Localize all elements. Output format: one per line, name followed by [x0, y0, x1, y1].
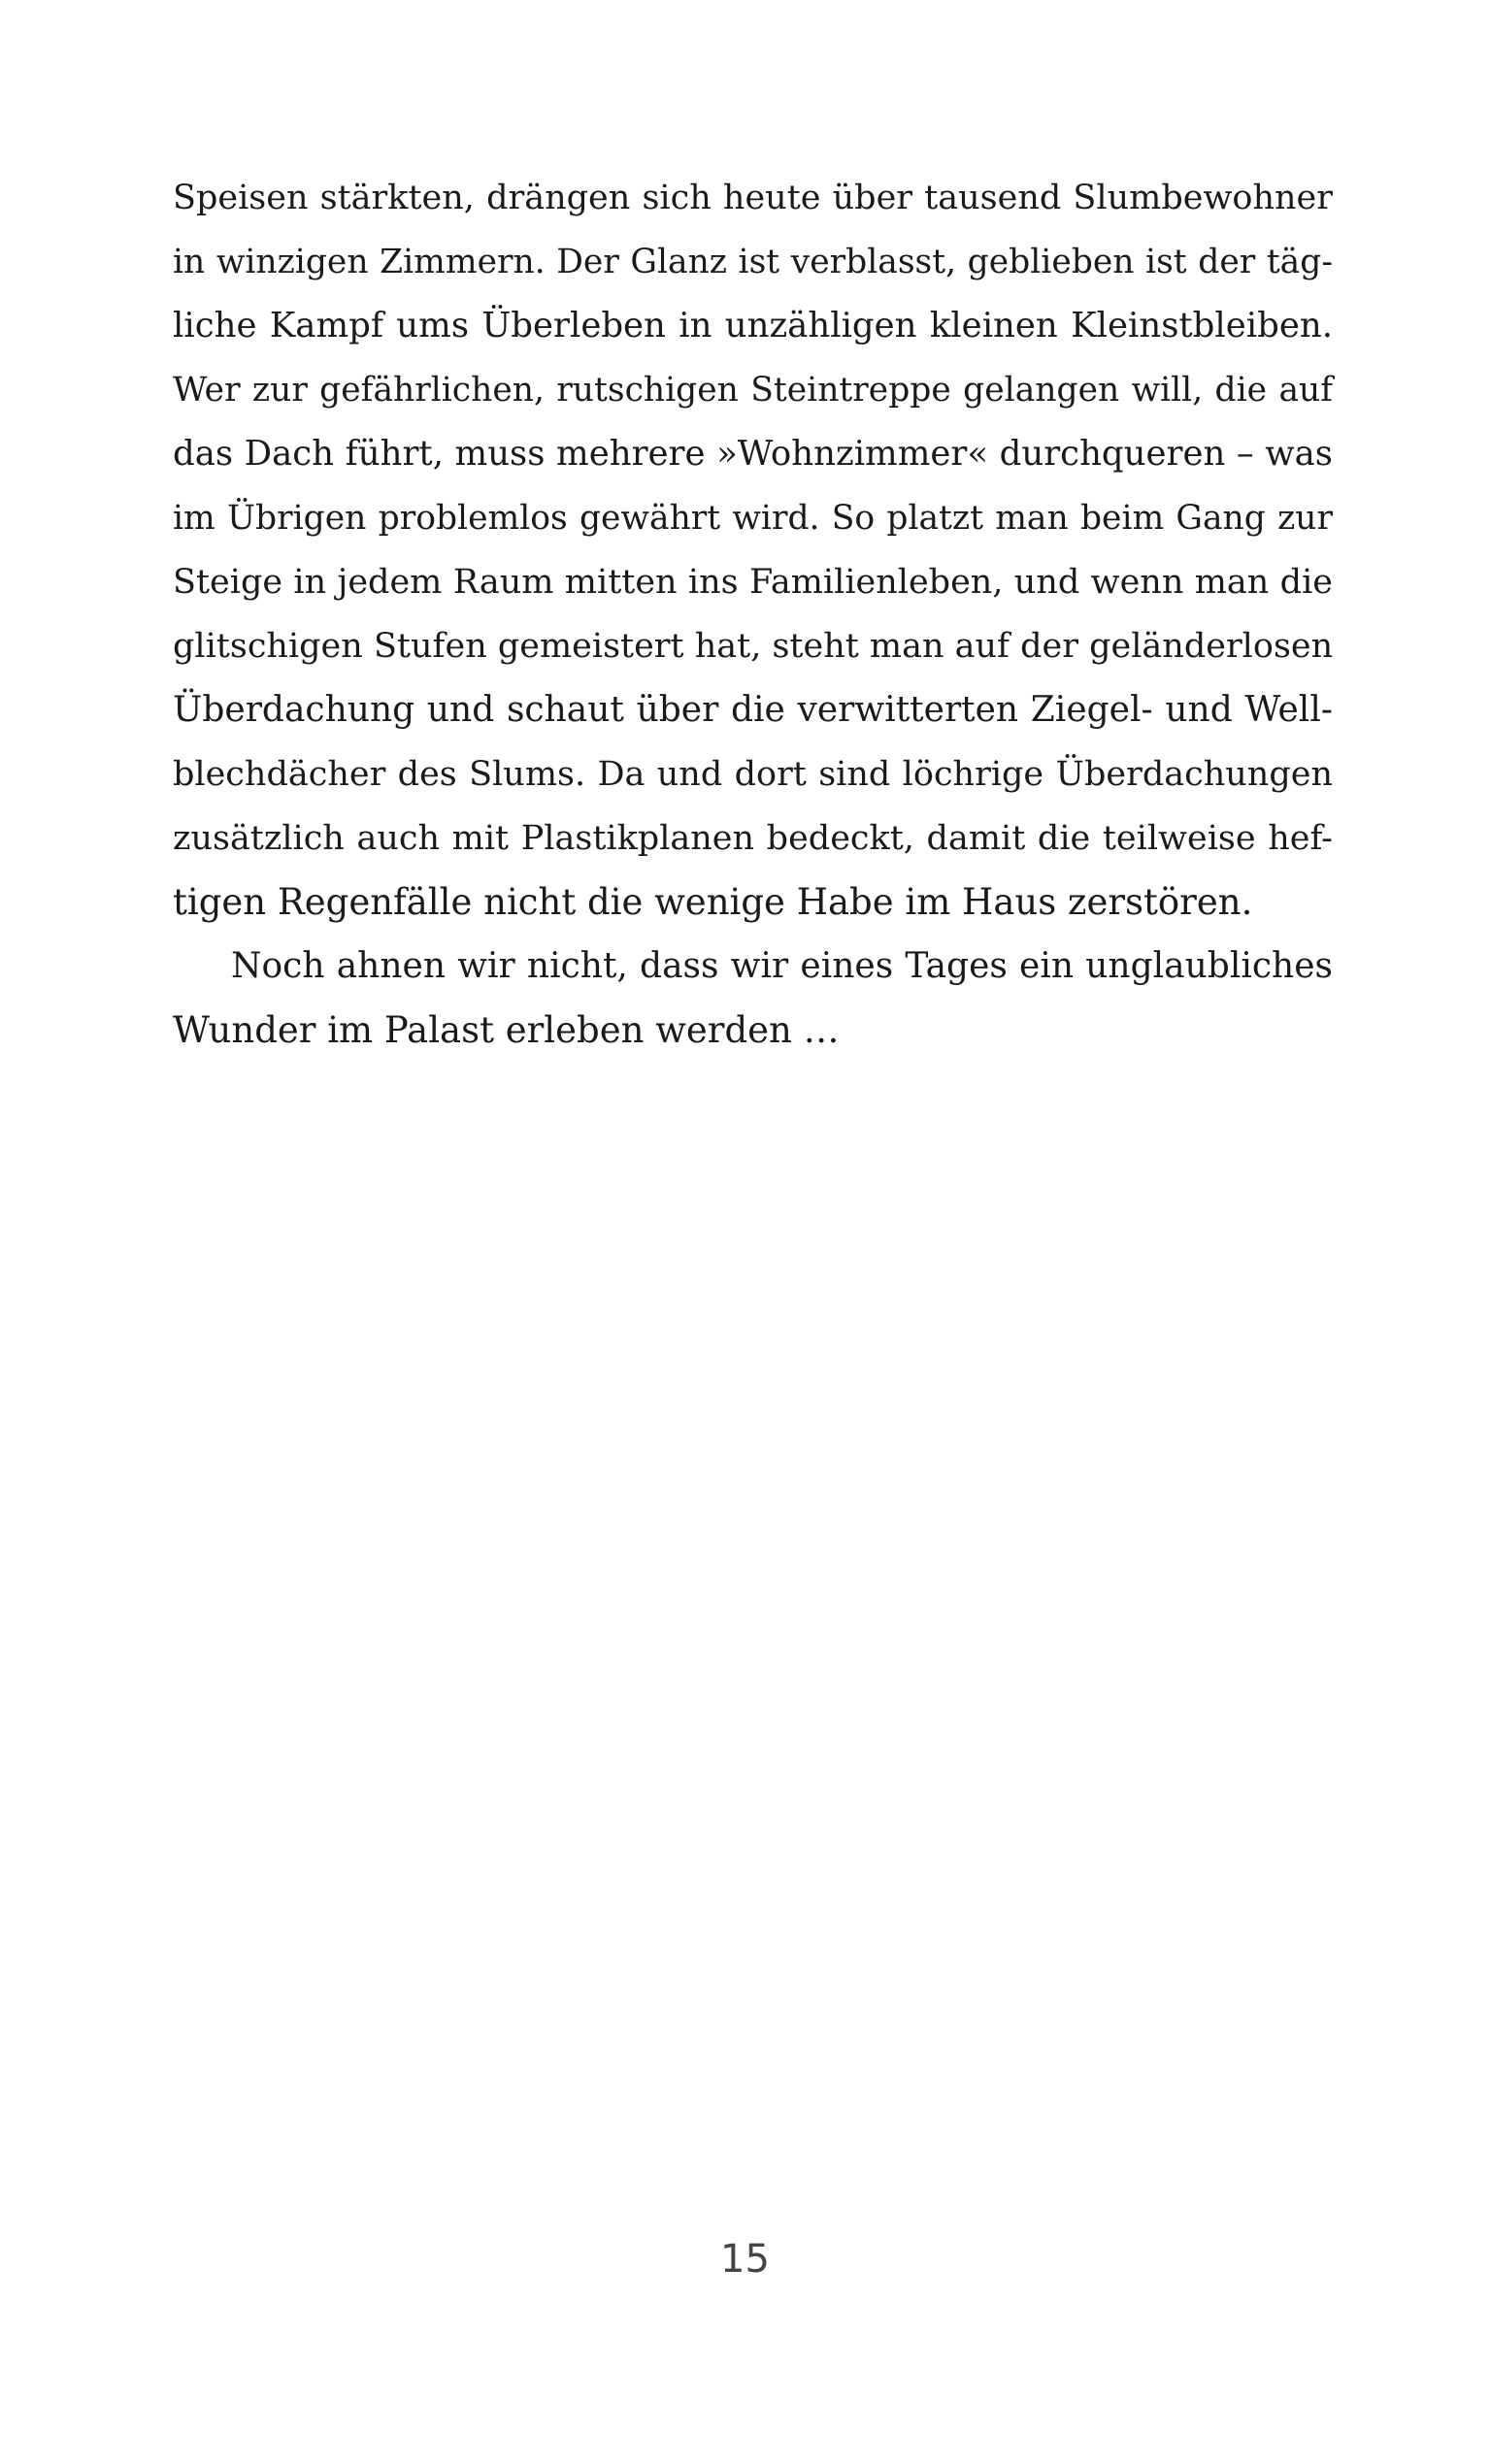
text-line: das Dach führt, muss mehrere »Wohnzimmer« durchqueren – was — [173, 434, 1333, 474]
text-line: liche Kampf ums Überleben in unzähligen kleinen Kleinstbleiben. — [173, 306, 1333, 345]
text-line: glitschigen Stufen gemeistert hat, steht man auf der geländerlosen — [173, 627, 1334, 666]
text-line: tigen Regenfälle nicht die wenige Habe im Haus zerstören. — [173, 881, 1253, 923]
text-line: blechdächer des Slums. Da und dort sind löchrige Überdachungen — [173, 755, 1333, 794]
text-line: zusätzlich auch mit Plastikplanen bedeckt, damit die teilweise hef- — [173, 819, 1333, 858]
text-line: Speisen stärkten, drängen sich heute über tausend Slumbewohner — [173, 179, 1333, 217]
text-line: Wer zur gefährlichen, rutschigen Steintreppe gelangen will, die auf — [173, 371, 1333, 410]
text-line: Überdachung und schaut über die verwitterten Ziegel- und Well- — [173, 690, 1333, 730]
page-number: 15 — [720, 2237, 770, 2282]
paragraph-2 — [173, 935, 1333, 1063]
body-text — [173, 166, 1333, 1063]
text-line: Noch ahnen wir nicht, dass wir eines Tages ein unglaubliches — [231, 946, 1333, 986]
text-line: in winzigen Zimmern. Der Glanz ist verblasst, geblieben ist der täg- — [173, 243, 1333, 281]
text-line: Steige in jedem Raum mitten ins Familienleben, und wenn man die — [173, 563, 1333, 602]
text-line: Wunder im Palast erleben werden … — [173, 1009, 840, 1051]
paragraph-1 — [173, 166, 1333, 935]
text-line: im Übrigen problemlos gewährt wird. So platzt man beim Gang zur — [173, 499, 1333, 538]
